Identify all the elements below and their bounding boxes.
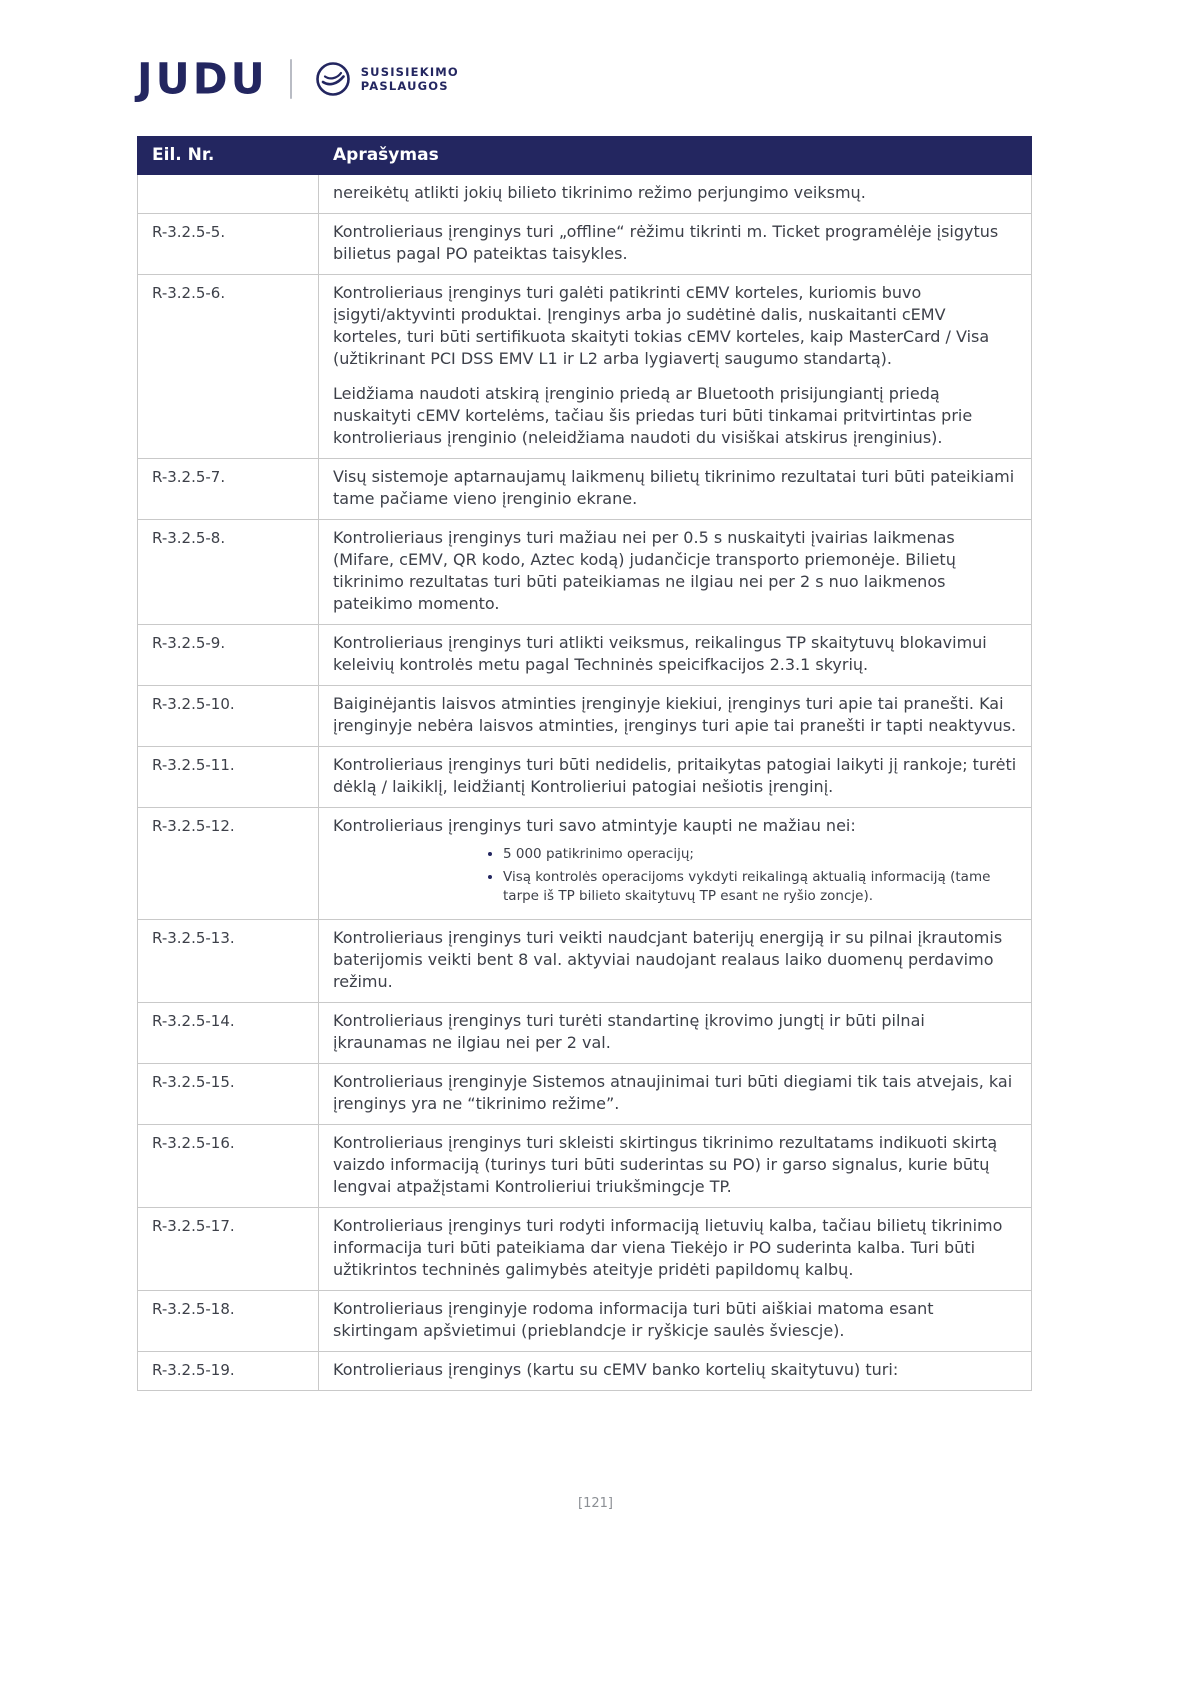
- susisiekimo-line2: PASLAUGOS: [360, 79, 449, 93]
- row-description: [319, 214, 1032, 275]
- description-paragraph: Kontrolieriaus įrenginys turi būti nedidelis, pritaikytas patogiai laikyti jį rankoje; turėti dėklą / laikiklį, leidžiantį Kontrolieriui patogiai nešiotis įrenginį.: [333, 755, 1017, 796]
- row-description: [319, 625, 1032, 686]
- table-row: [138, 1352, 1032, 1391]
- row-description: [319, 747, 1032, 808]
- table-row: [138, 175, 1032, 214]
- row-description: [319, 1352, 1032, 1391]
- row-description: [319, 920, 1032, 1003]
- row-description: [319, 1208, 1032, 1291]
- table-row: [138, 625, 1032, 686]
- table-row: [138, 459, 1032, 520]
- logo-divider: [290, 59, 292, 99]
- requirements-table-body: [138, 175, 1032, 1391]
- table-header-row: [138, 137, 1032, 175]
- row-description: [319, 1125, 1032, 1208]
- row-description: [319, 175, 1032, 214]
- description-paragraph: Kontrolieriaus įrenginys turi atlikti veiksmus, reikalingus TP skaitytuvų blokavimui keleivių kontrolės metu pagal Techninės speicifkacijos 2.3.1 skyrių.: [333, 633, 987, 674]
- description-paragraph: Kontrolieriaus įrenginys turi mažiau nei per 0.5 s nuskaityti įvairias laikmenas (Mifare, cEMV, QR kodo, Aztec kodą) judančicje transporto priemonėje. Bilietų tikrinimo rezultatas turi būti pateikiamas ne ilgiau nei per 2 s nuo laikmenos pateikimo momento.: [333, 528, 956, 613]
- page-number: [121]: [578, 1496, 613, 1511]
- description-paragraph: Kontrolieriaus įrenginyje Sistemos atnaujinimai turi būti diegiami tik tais atvejais, kai įrenginys yra ne “tikrinimo režime”.: [333, 1072, 1013, 1113]
- bullet-list: [481, 845, 1017, 906]
- row-description: [319, 808, 1032, 920]
- description-paragraph: Kontrolieriaus įrenginys turi galėti patikrinti cEMV korteles, kuriomis buvo įsigyti/aktyvinti produktai. Įrenginys arba jo sudėtinė dalis, nuskaitanti cEMV korteles, turi būti sertifikuota skaityti tokias cEMV korteles, kaip MasterCard / Visa (užtikrinant PCI DSS EMV L1 ir L2 arba lygiavertį saugumo standartą).: [333, 283, 990, 368]
- table-row: [138, 808, 1032, 920]
- description-paragraph: Kontrolieriaus įrenginys turi savo atmintyje kaupti ne mažiau nei:: [333, 816, 856, 835]
- requirements-table: [137, 136, 1032, 1391]
- description-paragraph: Kontrolieriaus įrenginys turi rodyti informaciją lietuvių kalba, tačiau bilietų tikrinimo informacija turi būti pateikiama dar viena Tiekėjo ir PO suderinta kalba. Turi būti užtikrintos techninės galimybės ateityje pridėti papildomų kalbų.: [333, 1216, 1003, 1279]
- row-id: R-3.2.5-5.: [138, 214, 319, 275]
- row-id: R-3.2.5-6.: [138, 275, 319, 459]
- description-paragraph: Kontrolieriaus įrenginyje rodoma informacija turi būti aiškiai matoma esant skirtingam apšvietimui (prieblandcje ir ryškicje saulės šviescje).: [333, 1299, 934, 1340]
- table-row: [138, 1208, 1032, 1291]
- row-id: R-3.2.5-15.: [138, 1064, 319, 1125]
- table-row: [138, 747, 1032, 808]
- table-row: [138, 1125, 1032, 1208]
- description-paragraph: Kontrolieriaus įrenginys turi „offline“ rėžimu tikrinti m. Ticket programėlėje įsigytus bilietus pagal PO pateiktas taisykles.: [333, 222, 999, 263]
- header-aprasymas: Aprašymas: [319, 137, 1032, 175]
- table-row: [138, 686, 1032, 747]
- row-id: [138, 175, 319, 214]
- table-row: [138, 520, 1032, 625]
- header-logos: [137, 53, 459, 104]
- row-id: R-3.2.5-10.: [138, 686, 319, 747]
- table-row: [138, 1003, 1032, 1064]
- row-description: [319, 459, 1032, 520]
- description-paragraph: Baiginėjantis laisvos atminties įrenginyje kiekiui, įrenginys turi apie tai pranešti. Kai įrenginyje nebėra laisvos atminties, įrenginys turi apie tai pranešti ir tapti neaktyvus.: [333, 694, 1017, 735]
- row-description: [319, 275, 1032, 459]
- row-id: R-3.2.5-19.: [138, 1352, 319, 1391]
- row-id: R-3.2.5-13.: [138, 920, 319, 1003]
- bullet-item: • 5 000 patikrinimo operacijų;: [503, 845, 1017, 864]
- row-description: [319, 1291, 1032, 1352]
- table-row: [138, 920, 1032, 1003]
- row-id: R-3.2.5-16.: [138, 1125, 319, 1208]
- susisiekimo-paslaugos-logo: [314, 60, 459, 98]
- row-id: R-3.2.5-9.: [138, 625, 319, 686]
- description-paragraph: Kontrolieriaus įrenginys (kartu su cEMV banko kortelių skaitytuvu) turi:: [333, 1360, 899, 1379]
- row-description: [319, 1003, 1032, 1064]
- description-paragraph: Kontrolieriaus įrenginys turi turėti standartinę įkrovimo jungtį ir būti pilnai įkraunamas ne ilgiau nei per 2 val.: [333, 1011, 925, 1052]
- row-description: [319, 1064, 1032, 1125]
- description-paragraph: Kontrolieriaus įrenginys turi skleisti skirtingus tikrinimo rezultatams indikuoti skirtą vaizdo informaciją (turinys turi būti suderintas su PO) ir garso signalus, kurie būtų lengvai atpažįstami Kontrolieriui triukšmingcje TP.: [333, 1133, 998, 1196]
- requirements-table-head: [138, 137, 1032, 175]
- row-id: R-3.2.5-14.: [138, 1003, 319, 1064]
- table-row: [138, 214, 1032, 275]
- page-footer: [0, 1496, 1191, 1511]
- row-id: R-3.2.5-8.: [138, 520, 319, 625]
- description-paragraph: Visų sistemoje aptarnaujamų laikmenų bilietų tikrinimo rezultatai turi būti pateikiami tame pačiame vieno įrenginio ekrane.: [333, 467, 1015, 508]
- row-id: R-3.2.5-18.: [138, 1291, 319, 1352]
- description-paragraph: nereikėtų atlikti jokių bilieto tikrinimo režimo perjungimo veiksmų.: [333, 183, 866, 202]
- row-id: R-3.2.5-17.: [138, 1208, 319, 1291]
- description-paragraph: Leidžiama naudoti atskirą įrenginio priedą ar Bluetooth prisijungiantį priedą nuskaityti cEMV kortelėms, tačiau šis priedas turi būti tinkamai pritvirtintas prie kontrolieriaus įrenginio (neleidžiama naudoti du visiškai atskirus įrenginius).: [333, 384, 973, 447]
- table-row: [138, 1064, 1032, 1125]
- susisiekimo-logo-text: [361, 65, 459, 93]
- header-eil-nr: Eil. Nr.: [138, 137, 319, 175]
- description-paragraph: Kontrolieriaus įrenginys turi veikti naudcjant baterijų energiją ir su pilnai įkrautomis baterijomis veikti bent 8 val. aktyviai naudojant realaus laiko duomenų perdavimo režimu.: [333, 928, 1003, 991]
- susisiekimo-logo-icon: [314, 60, 352, 98]
- row-id: R-3.2.5-11.: [138, 747, 319, 808]
- row-description: [319, 520, 1032, 625]
- bullet-item: • Visą kontrolės operacijoms vykdyti reikalingą aktualią informaciją (tame tarpe iš TP bilieto skaitytuvų TP esant ne ryšio zoncje).: [503, 868, 1017, 906]
- table-row: [138, 1291, 1032, 1352]
- row-id: R-3.2.5-12.: [138, 808, 319, 920]
- row-description: [319, 686, 1032, 747]
- table-row: [138, 275, 1032, 459]
- susisiekimo-line1: SUSISIEKIMO: [360, 65, 459, 79]
- row-id: R-3.2.5-7.: [138, 459, 319, 520]
- judu-logo: JUDU: [137, 53, 268, 104]
